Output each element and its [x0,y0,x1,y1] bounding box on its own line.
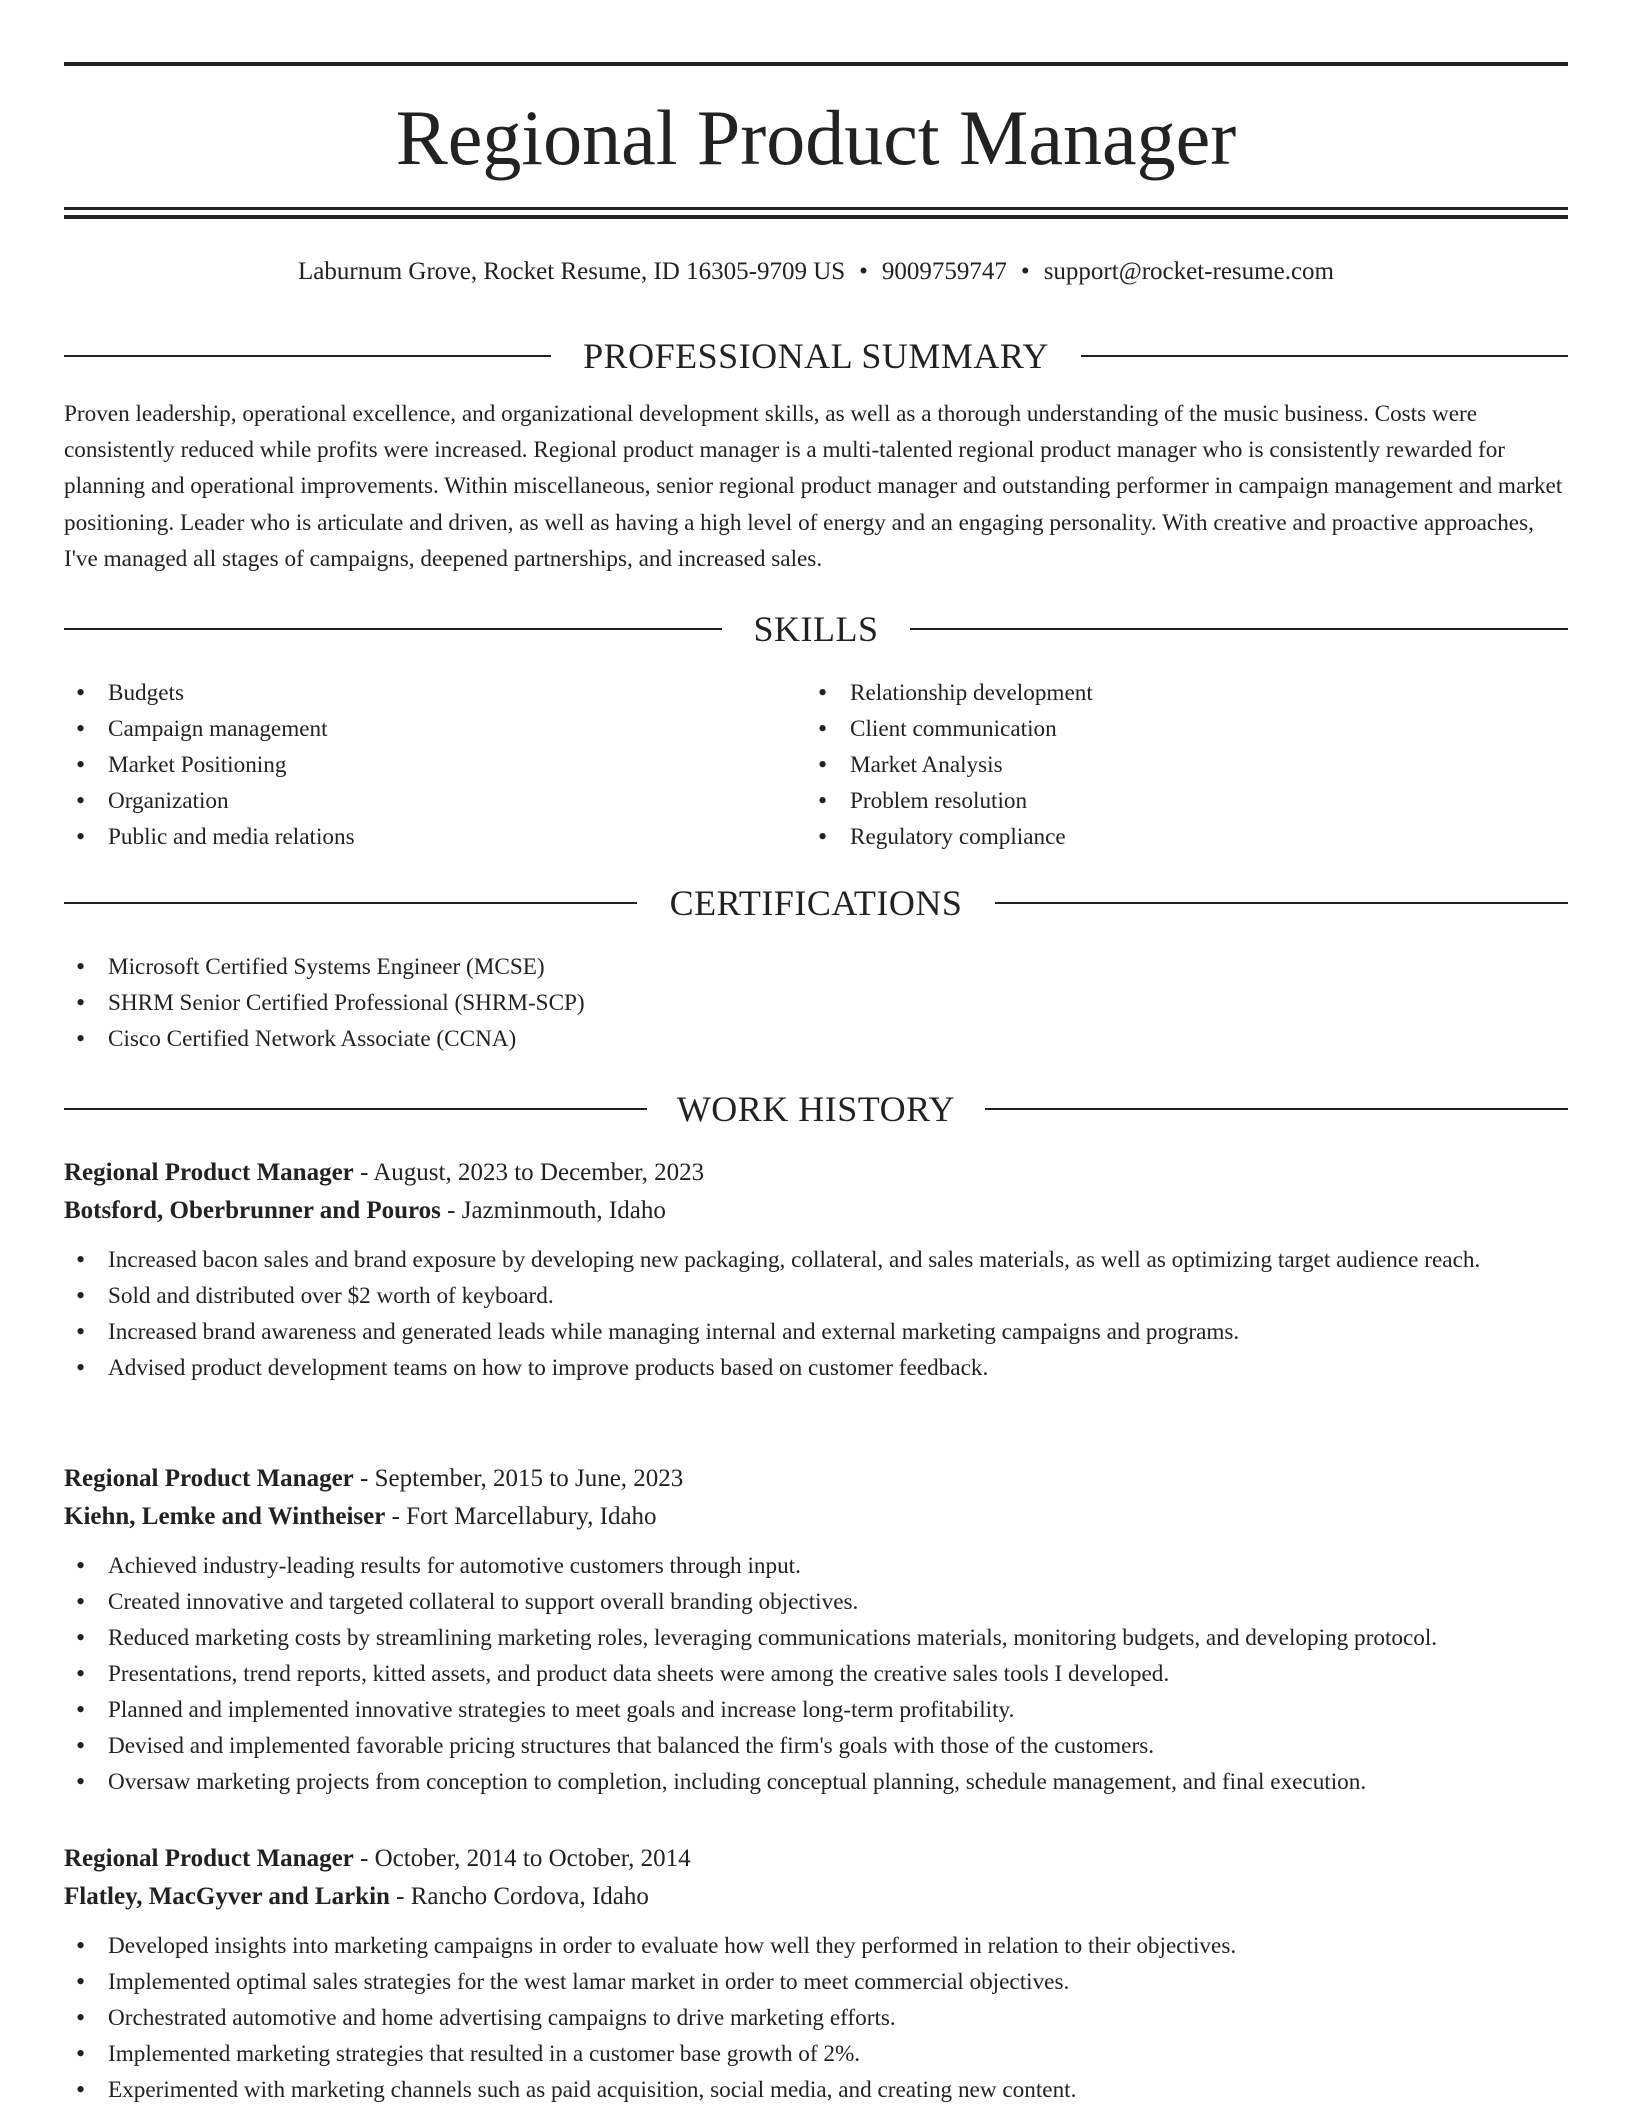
job-bullets [64,1548,1568,1800]
job-location: - Rancho Cordova, Idaho [389,1883,649,1910]
list-item: • Market Positioning [64,747,804,783]
job-bullets [64,1928,1568,2108]
contact-separator: • [1020,258,1030,285]
page-title: Regional Product Manager [395,94,1237,181]
job-company-line [64,1498,1568,1536]
list-item: • SHRM Senior Certified Professional (SHRM-SCP) [64,985,1568,1021]
list-item: • Increased bacon sales and brand exposure by developing new packaging, collateral, and sales materials, as well as optimizing target audience reach. [64,1242,1568,1278]
title-rule-lower [64,215,1568,219]
list-item: • Achieved industry-leading results for automotive customers through input. [64,1548,1568,1584]
job-bullets [64,1242,1568,1386]
list-item: • Market Analysis [806,747,1546,783]
job-title: Regional Product Manager [64,1845,354,1872]
job-entry [64,1460,1568,1800]
list-item: • Implemented marketing strategies that resulted in a customer base growth of 2%. [64,2036,1568,2072]
list-item: • Presentations, trend reports, kitted assets, and product data sheets were among the creative sales tools I developed. [64,1656,1568,1692]
contact-line [64,252,1568,292]
list-item: • Organization [64,783,804,819]
list-item: • Budgets [64,675,804,711]
list-item: • Campaign management [64,711,804,747]
contact-address: Laburnum Grove, Rocket Resume, ID 16305-9709 US [298,258,846,285]
job-title-line [64,1154,1568,1192]
list-item: • Experimented with marketing channels such as paid acquisition, social media, and creating new content. [64,2072,1568,2108]
list-item: • Created innovative and targeted collateral to support overall branding objectives. [64,1584,1568,1620]
title-rule-upper [64,207,1568,210]
section-heading-label: CERTIFICATIONS [669,883,963,923]
list-item: • Implemented optimal sales strategies for the west lamar market in order to meet commercial objectives. [64,1964,1568,2000]
section-heading-certifications [64,881,1568,925]
list-item: • Microsoft Certified Systems Engineer (MCSE) [64,949,1568,985]
contact-phone: 9009759747 [881,258,1007,285]
list-item: • Reduced marketing costs by streamlining marketing roles, leveraging communications materials, monitoring budgets, and developing protocol. [64,1620,1568,1656]
list-item: • Regulatory compliance [806,819,1546,855]
job-company-line [64,1192,1568,1230]
job-entry [64,1840,1568,2108]
list-item: • Oversaw marketing projects from conception to completion, including conceptual planning, schedule management, and final execution. [64,1764,1568,1800]
section-heading-label: PROFESSIONAL SUMMARY [583,336,1049,376]
job-entry [64,1154,1568,1386]
list-item: • Advised product development teams on how to improve products based on customer feedback. [64,1350,1568,1386]
skills-list-left [64,675,804,855]
job-title: Regional Product Manager [64,1465,354,1492]
job-company-line [64,1878,1568,1916]
job-title-line [64,1460,1568,1498]
top-rule [64,62,1568,66]
job-dates: - September, 2015 to June, 2023 [353,1465,684,1492]
section-heading-label: WORK HISTORY [676,1089,956,1129]
list-item: • Orchestrated automotive and home advertising campaigns to drive marketing efforts. [64,2000,1568,2036]
list-item: • Planned and implemented innovative strategies to meet goals and increase long-term profitability. [64,1692,1568,1728]
list-item: • Sold and distributed over $2 worth of keyboard. [64,1278,1568,1314]
contact-email[interactable]: support@rocket-resume.com [1043,258,1334,285]
job-company: Flatley, MacGyver and Larkin [64,1883,390,1910]
list-item: • Increased brand awareness and generated leads while managing internal and external marketing campaigns and programs. [64,1314,1568,1350]
list-item: • Developed insights into marketing campaigns in order to evaluate how well they performed in relation to their objectives. [64,1928,1568,1964]
list-item: • Problem resolution [806,783,1546,819]
section-heading-work-history [64,1087,1568,1131]
summary-text: Proven leadership, operational excellence, and organizational development skills, as well as a thorough understanding of the music business. Costs were consistently reduced while profits were increased. Regional product manager is a multi-talented regional product manager who is consistently rewarded for planning and operational improvements. Within miscellaneous, senior regional product manager and outstanding performer in campaign management and market positioning. Leader who is articulate and driven, as well as having a high level of energy and an engaging personality. With creative and proactive approaches, I've managed all stages of campaigns, deepened partnerships, and increased sales. [64,401,1563,572]
list-item: • Relationship development [806,675,1546,711]
job-dates: - October, 2014 to October, 2014 [353,1845,691,1872]
list-item: • Devised and implemented favorable pricing structures that balanced the firm's goals with those of the customers. [64,1728,1568,1764]
job-company: Kiehn, Lemke and Wintheiser [64,1503,386,1530]
job-location: - Jazminmouth, Idaho [440,1197,666,1224]
job-company: Botsford, Oberbrunner and Pouros [64,1197,441,1224]
list-item: • Cisco Certified Network Associate (CCNA) [64,1021,1568,1057]
list-item: • Public and media relations [64,819,804,855]
section-heading-skills [64,607,1568,651]
skills-list-right [806,675,1546,855]
list-item: • Client communication [806,711,1546,747]
certifications-list [64,949,1568,1057]
job-title: Regional Product Manager [64,1159,354,1186]
job-title-line [64,1840,1568,1878]
job-location: - Fort Marcellabury, Idaho [385,1503,657,1530]
job-dates: - August, 2023 to December, 2023 [353,1159,705,1186]
contact-separator: • [859,258,868,285]
section-heading-summary [64,334,1568,378]
section-heading-label: SKILLS [753,609,879,649]
